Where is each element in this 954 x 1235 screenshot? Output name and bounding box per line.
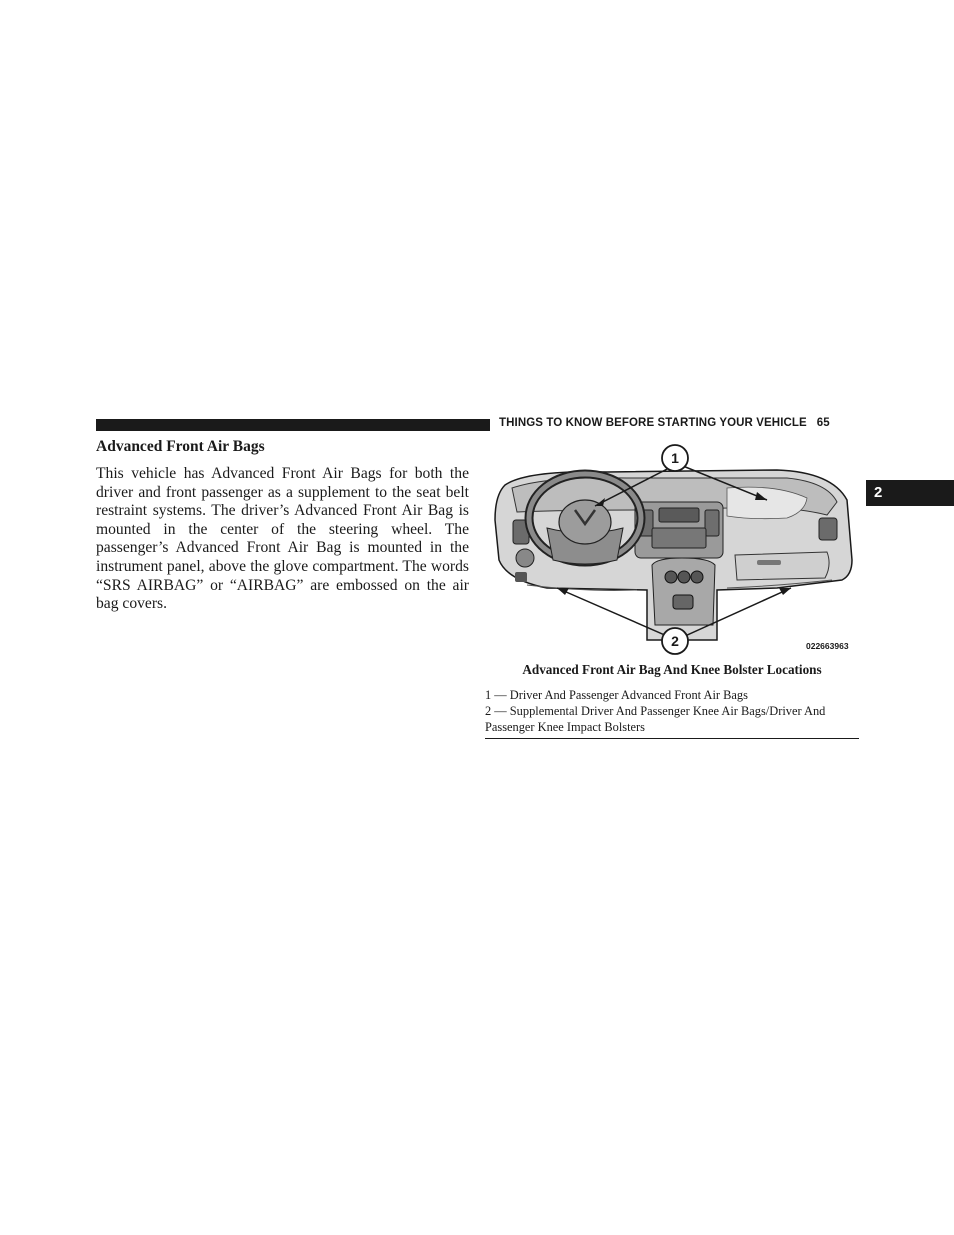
callout-2-label: 2: [671, 633, 679, 649]
header-rule: [96, 419, 490, 431]
body-paragraph: This vehicle has Advanced Front Air Bags for both the driver and front passenger as a supplement to the seat belt restraint systems. The driver’s Advanced Front Air Bag is mounted in the center of the steering wheel. The passenger’s Advanced Front Air Bag is mounted in the instrument panel, above the glove compartment. The words “SRS AIRBAG” or “AIRBAG” are embossed on the air bag covers.: [96, 465, 469, 613]
running-header: [499, 417, 859, 429]
figure-legend: [485, 688, 859, 739]
figure-caption: Advanced Front Air Bag And Knee Bolster Locations: [522, 662, 822, 677]
figure-code: 022663963: [806, 641, 849, 651]
section-heading: Advanced Front Air Bags: [96, 438, 265, 455]
chapter-tab: 2: [866, 480, 954, 506]
legend-item: 1 — Driver And Passenger Advanced Front Air Bags: [485, 688, 748, 702]
legend-item: 2 — Supplemental Driver And Passenger Knee Air Bags/Driver And Passenger Knee Impact Bolsters: [485, 703, 826, 734]
header-section-title: THINGS TO KNOW BEFORE STARTING YOUR VEHICLE: [499, 417, 807, 429]
dashboard-drawing: [495, 470, 852, 640]
dashboard-illustration: [487, 440, 859, 655]
page-number: 65: [816, 417, 830, 429]
callout-1-label: 1: [671, 450, 679, 466]
